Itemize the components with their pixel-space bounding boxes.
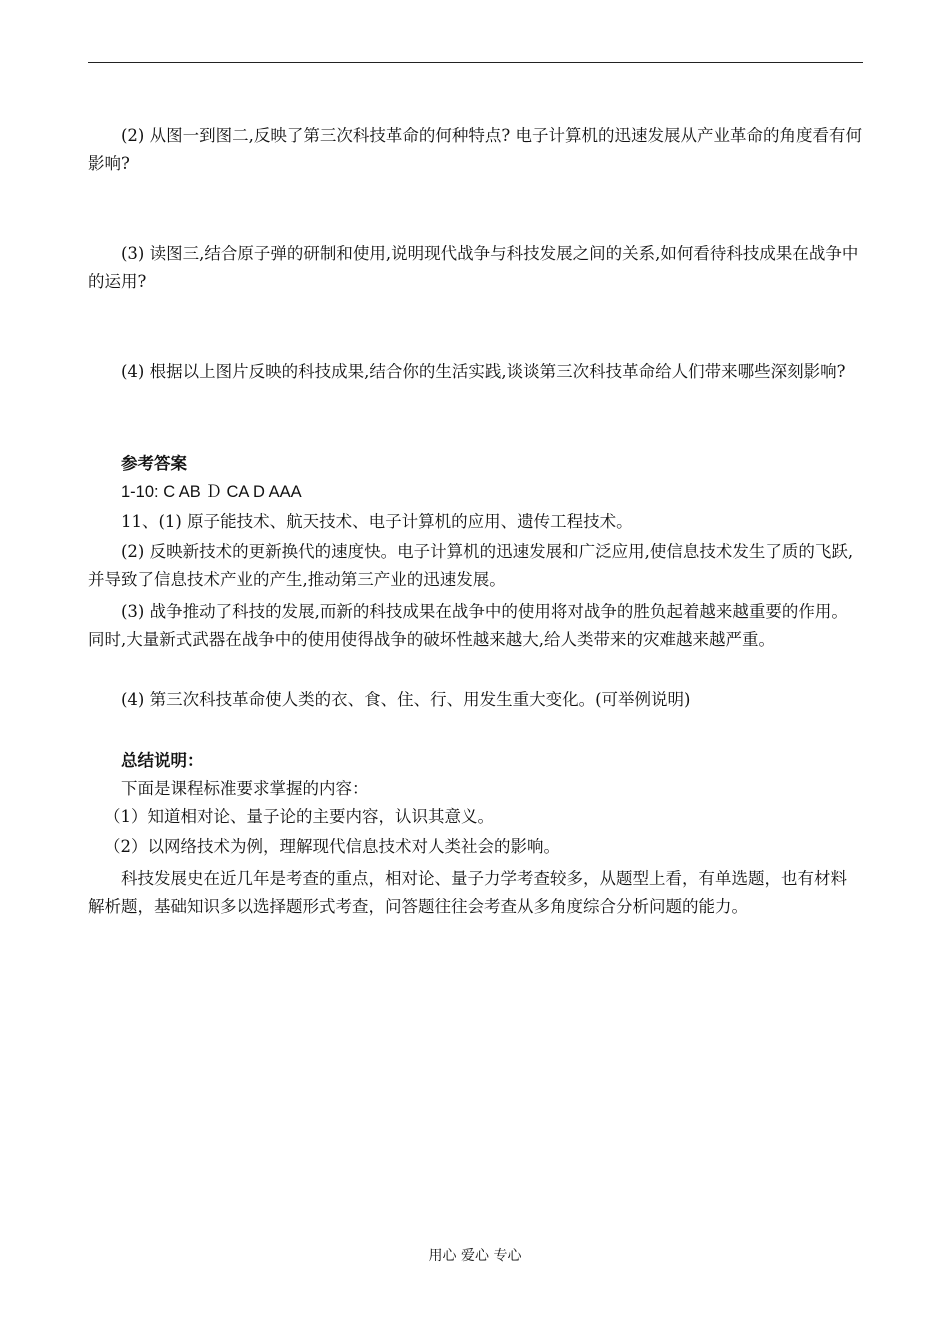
question-2: (2) 从图一到图二,反映了第三次科技革命的何种特点? 电子计算机的迅速发展从产业革命的角度看有何影响? bbox=[88, 126, 862, 173]
summary-item-1: （1）知道相对论、量子论的主要内容，认识其意义。 bbox=[104, 807, 494, 826]
answer-11-2: (2) 反映新技术的更新换代的速度快。电子计算机的迅速发展和广泛应用,使信息技术发生了质的飞跃,并导致了信息技术产业的产生,推动第三产业的迅速发展。 bbox=[88, 542, 854, 589]
answer-11-1: 11、(1) 原子能技术、航天技术、电子计算机的应用、遗传工程技术。 bbox=[121, 512, 633, 531]
summary-intro: 下面是课程标准要求掌握的内容： bbox=[121, 779, 369, 798]
summary-item-2: （2）以网络技术为例，理解现代信息技术对人类社会的影响。 bbox=[104, 837, 560, 856]
page-footer: 用心 爱心 专心 bbox=[428, 1248, 522, 1264]
header-rule bbox=[88, 62, 863, 63]
question-4: (4) 根据以上图片反映的科技成果,结合你的生活实践,谈谈第三次科技革命给人们带来哪些深刻影响? bbox=[121, 362, 846, 381]
question-3: (3) 读图三,结合原子弹的研制和使用,说明现代战争与科技发展之间的关系,如何看待科技成果在战争中的运用? bbox=[88, 244, 859, 291]
summary-heading: 总结说明： bbox=[121, 751, 204, 770]
summary-body: 科技发展史在近几年是考查的重点，相对论、量子力学考查较多，从题型上看，有单选题，也有材料解析题，基础知识多以选择题形式考查，问答题往往会考查从多角度综合分析问题的能力。 bbox=[88, 869, 847, 916]
answer-11-3: (3) 战争推动了科技的发展,而新的科技成果在战争中的使用将对战争的胜负起着越来越重要的作用。同时,大量新式武器在战争中的使用使得战争的破坏性越来越大,给人类带来的灾难越来越严重。 bbox=[88, 602, 848, 649]
answers-multiple-choice: 1-10: C AB Ｄ CA D AAA bbox=[121, 483, 302, 501]
answer-11-4: (4) 第三次科技革命使人类的衣、食、住、行、用发生重大变化。(可举例说明) bbox=[121, 690, 691, 709]
answers-heading: 参考答案 bbox=[121, 454, 187, 473]
